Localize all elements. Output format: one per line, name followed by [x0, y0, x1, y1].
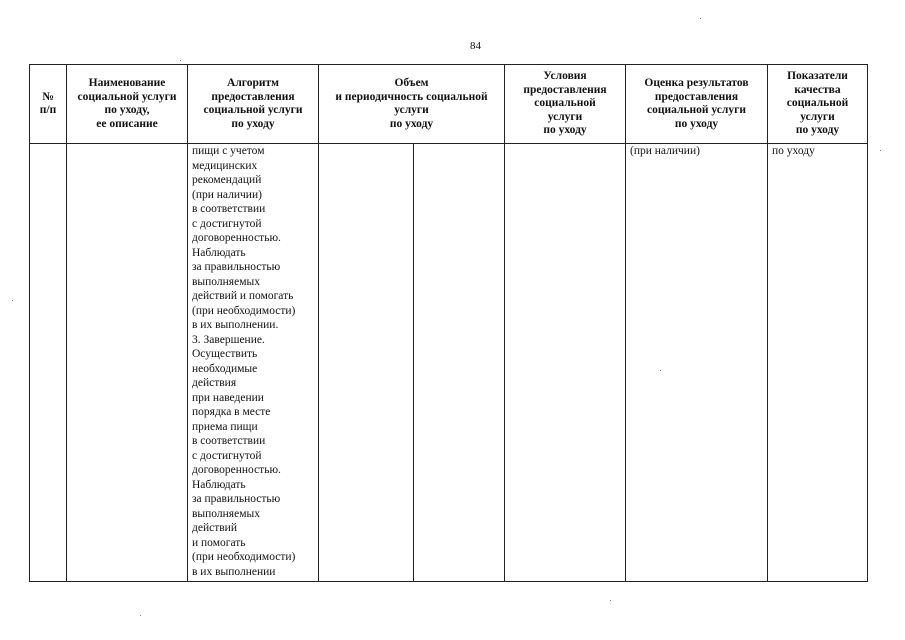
- table-header-row: [30, 65, 868, 144]
- scan-speck: [140, 615, 141, 616]
- cell-evaluation: (при наличии): [626, 144, 768, 582]
- cell-quality: по уходу: [768, 144, 868, 582]
- header-volume-periodicity: Объем и периодичность социальной услуги по уходу: [319, 65, 505, 144]
- services-table: [29, 64, 868, 582]
- scan-speck: [12, 300, 13, 301]
- header-quality-indicators: Показатели качества социальной услуги по уходу: [768, 65, 868, 144]
- table-row: [30, 144, 868, 582]
- scan-speck: [610, 600, 611, 601]
- scan-speck: [180, 60, 181, 61]
- header-evaluation: Оценка результатов предоставления социальной услуги по уходу: [626, 65, 768, 144]
- cell-num: [30, 144, 67, 582]
- scan-speck: [880, 150, 881, 151]
- scan-speck: [660, 370, 661, 371]
- header-num: № п/п: [30, 65, 67, 144]
- cell-conditions: [505, 144, 626, 582]
- header-conditions: Условия предоставления социальной услуги по уходу: [505, 65, 626, 144]
- cell-volume-left: [319, 144, 414, 582]
- page-number: 84: [470, 40, 481, 52]
- header-algorithm: Алгоритм предоставления социальной услуги по уходу: [188, 65, 319, 144]
- cell-algorithm: пищи с учетом медицинских рекомендаций (при наличии) в соответствии с достигнутой договоренностью. Наблюдать за правильностью выполняемых действий и помогать (при необходимости) в их выполнении. 3. Завершение. Осуществить необходимые действия при наведении порядка в месте приема пищи в соответствии с достигнутой договоренностью. Наблюдать за правильностью выполняемых действий и помогать (при необходимости) в их выполнении: [188, 144, 319, 582]
- cell-volume-right: [414, 144, 505, 582]
- header-service-name: Наименование социальной услуги по уходу, ее описание: [67, 65, 188, 144]
- scan-speck: [700, 18, 701, 19]
- cell-service-name: [67, 144, 188, 582]
